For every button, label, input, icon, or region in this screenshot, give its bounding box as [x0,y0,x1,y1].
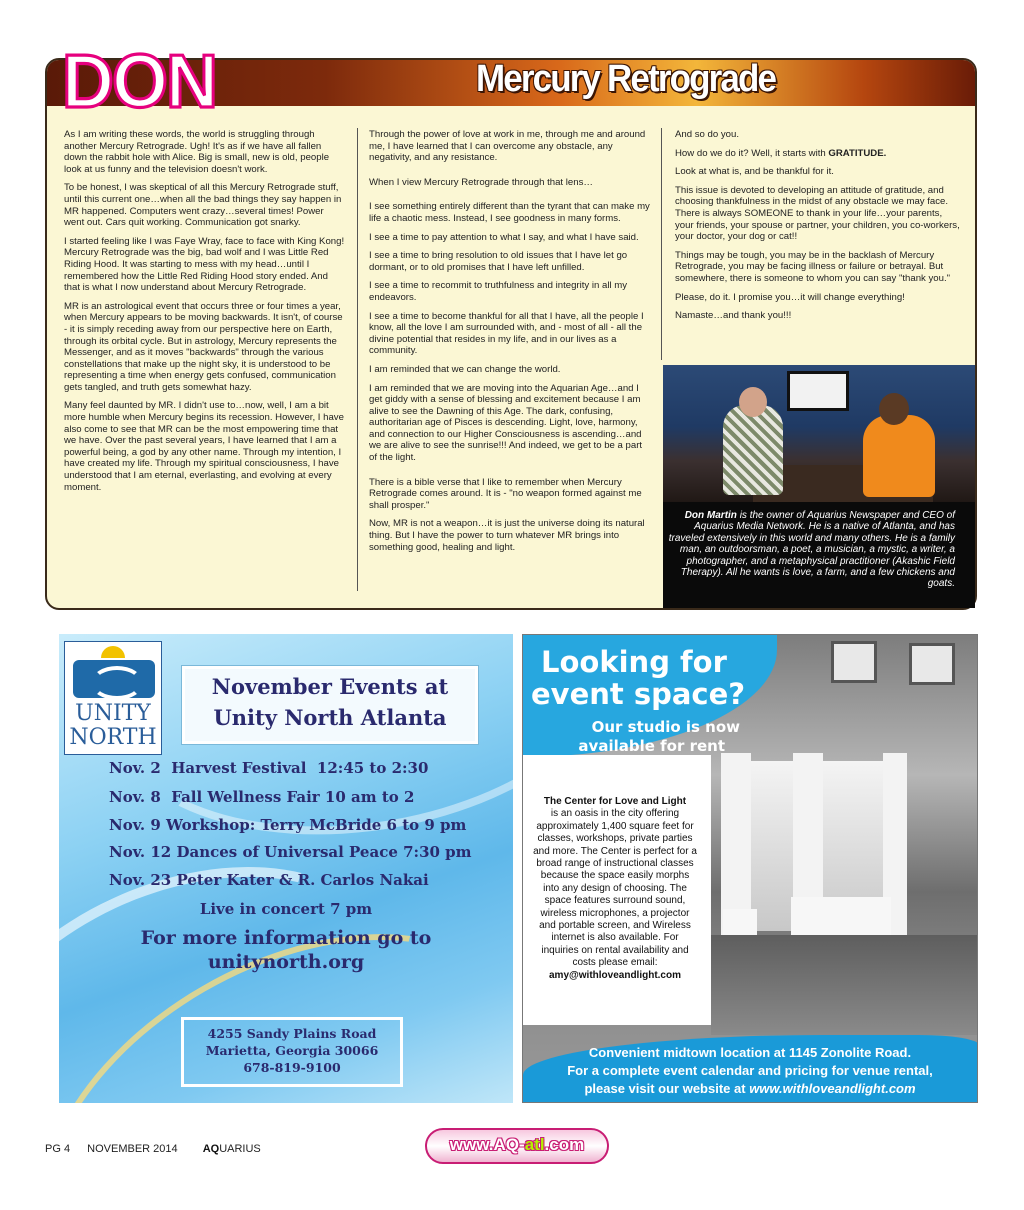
author-photo [663,365,975,502]
space-headline-line2: event space? [531,677,746,711]
event-item: Nov. 9 Workshop: Terry McBride 6 to 9 pm [109,816,467,834]
paragraph: Many feel daunted by MR. I didn't use to…now, well, I am a bit more humble when Mercury begins its recession. However, I have also come to see that MR can be the most empowering time that we have. Over the past several years, I have learned that I am a powerful being, a god by any other name. Through my intention, I have created my life. Through my spiritual consciousness, I have understood that I am eternal, everlasting, and evolving at every moment. [64,400,344,493]
paragraph: MR is an astrological event that occurs three or four times a year, when Mercury appears to be moving backwards. It isn't, of course - it is simply receding away from our perspective here on Earth, through its orbital cycle. But in astrology, Mercury represents the Messenger, and as it moves "backwards" through the various constellations that make up the night sky, it is understood to be representing a time when energy gets confused, communication gets tangled, and truth gets somewhat hazy. [64,300,343,393]
author-name: Don Martin [684,510,737,521]
page-number: PG 4 [45,1143,71,1155]
wall-artwork [787,371,849,411]
column-divider [661,128,662,360]
person-left-head [739,387,767,417]
brand-rest: UARIUS [219,1143,261,1155]
paragraph: Look at what is, and be thankful for it. [675,166,834,178]
logo-north-text: NORTH [69,725,157,750]
paragraph: As I am writing these words, the world is struggling through another Mercury Retrograde. Ugh! It's as if we have all fallen down the rabbit hole with Alice. Big is small, new is old, people look at us funny and the television doesn't work. [64,129,330,175]
website-badge[interactable] [425,1128,609,1164]
website-mid: atl [524,1135,545,1154]
space-subheadline-line1: Our studio is now [591,718,740,736]
author-caption [667,510,955,590]
space-footer-line2: For a complete event calendar and pricing for venue rental, [567,1063,933,1078]
address-street: 4255 Sandy Plains Road [207,1026,377,1041]
unity-address-box [181,1017,403,1087]
author-bio: is the owner of Aquarius Newspaper and CEO of Aquarius Media Network. He is a native of Atlanta, and has traveled extensively in this world and many others. He is a family man, an outdoorsman, a poet, a musician, a mystic, a writer, a photographer, and a metaphysical practitioner (Akashic Field Therapy). All he wants is love, a farm, and a few chickens and goats. [668,510,955,590]
paragraph: I am reminded that we can change the world. [369,363,561,375]
space-description-body: is an oasis in the city offering approximately 1,400 square feet for classes, workshops, private parties and more. The Center is perfect for a broad range of instructional classes because the space easily morphs into any design of choosing. The space features surround sound, wireless microphones, a projector and portable screen, and Wireless internet is also available. For inquiries on rental availability and costs please email: [533,808,697,969]
space-contact-email[interactable]: amy@withloveandlight.com [549,969,681,981]
publication-name [203,1143,261,1155]
paragraph-text: How do we do it? Well, it starts with [675,147,829,159]
event-item: Nov. 12 Dances of Universal Peace 7:30 pm [109,843,472,861]
website-post: .com [544,1135,585,1154]
space-footer-text: please visit our website at [584,1081,750,1096]
page-footer [45,1143,261,1155]
more-info-line1: For more information go to [140,927,432,949]
studio-sofa [791,897,891,935]
column-title: Mercury Retrograde [476,58,776,100]
paragraph: I started feeling like I was Faye Wray, face to face with King Kong! Mercury Retrograde was the big, bad wolf and I was Little Red Riding Hood. It was starting to mess with my head…until I remembered how the Little Red Riding Hood story ended. And that is what I now understand about Mercury Retrograde. [64,235,345,294]
more-info-url[interactable]: unitynorth.org [207,951,365,973]
space-footer-line1: Convenient midtown location at 1145 Zonolite Road. [588,1045,912,1060]
studio-floor [711,935,978,1035]
address-phone: 678-819-9100 [243,1060,341,1075]
studio-window [909,643,955,685]
event-item: Nov. 2 Harvest Festival 12:45 to 2:30 [109,759,429,777]
unity-north-logo [64,641,162,755]
paragraph [675,148,963,160]
paragraph: When I view Mercury Retrograde through that lens… [369,176,593,188]
unity-title-box [182,666,478,744]
gratitude-emphasis: GRATITUDE. [828,147,887,159]
studio-chair [723,909,757,935]
column-text-1 [64,129,346,500]
paragraph: Now, MR is not a weapon…it is just the universe doing its natural thing. But I have the power to turn whatever MR brings into something good, healing and light. [369,518,645,553]
space-description-title: The Center for Love and Light [543,796,687,807]
logo-unity-text: UNITY [75,701,151,726]
paragraph: I see a time to pay attention to what I say, and what I have said. [369,231,639,243]
issue-date: NOVEMBER 2014 [87,1143,178,1155]
unity-title-line1: November Events at [211,674,449,699]
paragraph: Things may be tough, you may be in the backlash of Mercury Retrograde, you may be facing illness or failure or betrayal. But somewhere, there is someone to whom you can say "thank you." [675,249,951,284]
paragraph: I am reminded that we are moving into the Aquarian Age…and I get giddy with a sense of blessing and excitement because I am alive to see the Dawning of this Age. The dark, confusing, authoritarian age of Pisces is descending. Light, love, harmony, and connection to our Higher Consciousness is ascending…and we are alive to see the sunrise!!! And indeed, we get to be a part of the light. [369,382,643,464]
event-item: Nov. 23 Peter Kater & R. Carlos Nakai [109,871,429,889]
space-footer-line3 [522,1081,978,1096]
paragraph: Please, do it. I promise you…it will change everything! [675,291,905,303]
space-description [533,796,697,982]
space-headline-line1: Looking for [541,645,727,679]
space-subheadline-line2: available for rent [578,737,725,755]
paragraph: I see a time to become thankful for all that I have, all the people I know, all the love I am surrounded with, and - most of all - all the divine potential that resides in my life, and in our lives as a community. [369,310,644,357]
path-icon [91,666,143,700]
unity-title-line2: Unity North Atlanta [213,705,447,730]
paragraph: I see something entirely different than the tyrant that can make my life a chaotic mess. Instead, I see goodness in many forms. [369,201,650,224]
event-item: Nov. 8 Fall Wellness Fair 10 am to 2 [109,788,415,806]
paragraph: Through the power of love at work in me, through me and around me, I have learned that I can overcome any obstacle, any negativity, and any resistance. [369,129,646,164]
column-brand-logo: DON [62,40,216,124]
website-text [450,1135,584,1155]
brand-aq: AQ [202,1143,220,1155]
column-text-2 [369,129,652,560]
paragraph: Namaste…and thank you!!! [675,310,792,322]
column-divider [357,128,358,591]
person-right-head [879,393,909,425]
event-live-note: Live in concert 7 pm [199,900,373,918]
space-website-link[interactable]: www.withloveandlight.com [749,1081,916,1096]
person-right [863,415,935,497]
paragraph: There is a bible verse that I like to remember when Mercury Retrograde comes around. It is - "no weapon formed against me shall prosper." [369,476,642,511]
paragraph: To be honest, I was skeptical of all this Mercury Retrograde stuff, until this current one…when all the bad things they say happen in MR happened. Computers went crazy…several times! Power went out. Cars quit working. Communication got snarky. [64,182,342,229]
paragraph: And so do you. [675,129,740,140]
paragraph: This issue is devoted to developing an attitude of gratitude, and choosing thankfulness in the midst of any obstacle we may face. There is always SOMEONE to thank in your life…your parents, your friends, your spouse or partner, your children, you co-workers, your doctor, your dog or cat!! [675,184,960,243]
website-pre: www.AQ- [449,1135,525,1154]
paragraph: I see a time to bring resolution to old issues that I have let go dormant, or to old promises that I have left unfilled. [369,250,628,273]
address-city: Marietta, Georgia 30066 [205,1043,379,1058]
person-left [723,405,783,495]
column-text-3 [675,129,963,329]
sun-icon [101,646,125,658]
studio-window [831,641,877,683]
paragraph: I see a time to recommit to truthfulness and integrity in all my endeavors. [369,280,628,303]
